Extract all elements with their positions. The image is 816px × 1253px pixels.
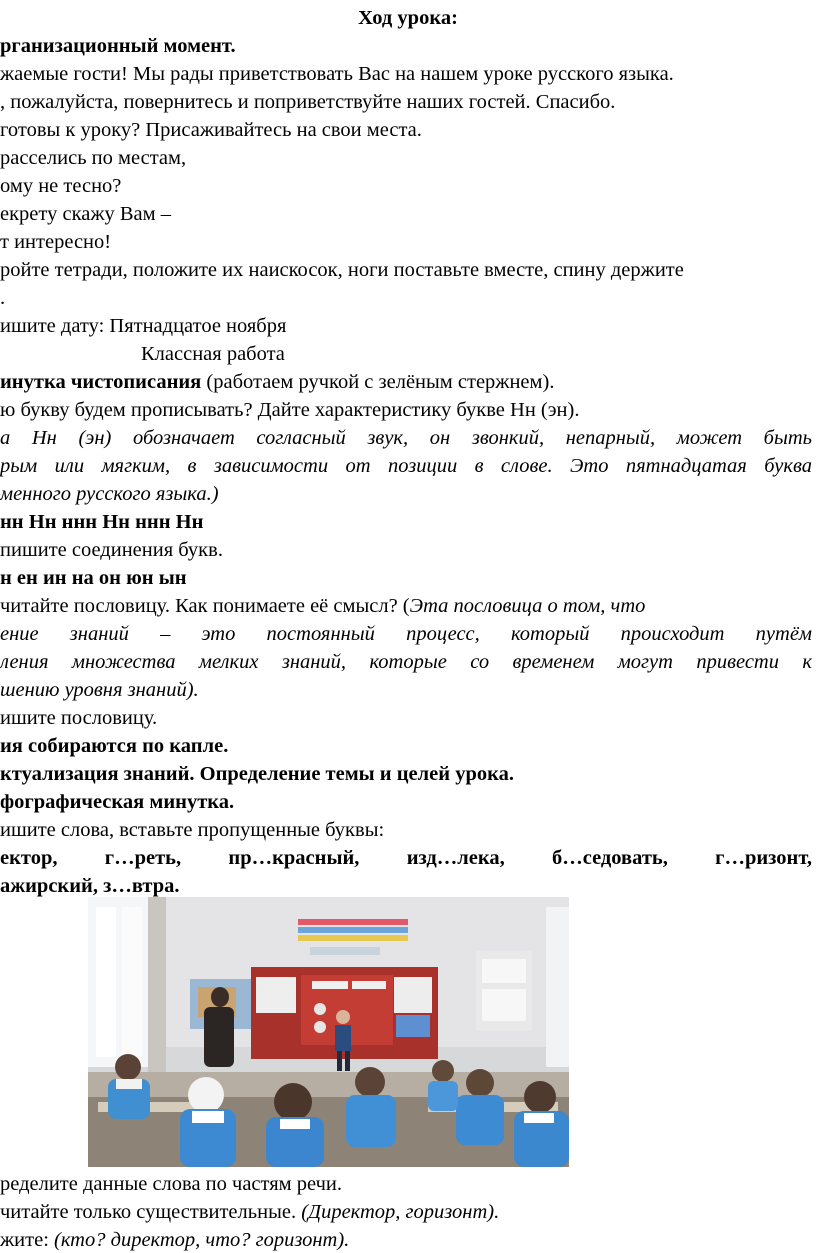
- date-line: ишите дату: Пятнадцатое ноября: [0, 315, 287, 337]
- text-line: ишите пословицу.: [0, 707, 158, 729]
- text-line: ределите данные слова по частям речи.: [0, 1173, 342, 1195]
- proverb-explanation-line: ления множества мелких знаний, которые со временем могут привести к: [0, 651, 812, 673]
- section-heading-actualization: ктуализация знаний. Определение темы и целей урока.: [0, 763, 514, 785]
- text-line: расселись по местам,: [0, 147, 187, 169]
- letter-combinations-line: н ен ин на он юн ын: [0, 567, 187, 589]
- text-line: ишите слова, вставьте пропущенные буквы:: [0, 819, 385, 841]
- section-heading-penmanship: инутка чистописания: [0, 371, 202, 393]
- proverb-explanation: Эта пословица о том, что: [409, 595, 646, 617]
- section-heading-organizational: рганизационный момент.: [0, 35, 236, 57]
- spelling-words-line: ажирский, з…втра.: [0, 875, 180, 897]
- section-heading-spelling: фографическая минутка.: [0, 791, 235, 813]
- spelling-words-line: ектор, г…реть, пр…красный, изд…лека, б…седовать, г…ризонт,: [0, 847, 812, 869]
- text-line: т интересно!: [0, 231, 112, 253]
- letter-pattern-line: нн Нн ннн Нн ннн Нн: [0, 511, 204, 533]
- nouns-instruction: читайте только существительные.: [0, 1201, 302, 1223]
- proverb-explanation-line: ение знаний – это постоянный процесс, который происходит путём: [0, 623, 812, 645]
- text-line: готовы к уроку? Присаживайтесь на свои места.: [0, 119, 422, 141]
- proverb-question-line: [0, 592, 816, 620]
- letter-characteristic-line: рым или мягким, в зависимости от позиции в слове. Это пятнадцатая буква: [0, 455, 812, 477]
- text-line: ю букву будем прописывать? Дайте характеристику букве Нн (эн).: [0, 399, 580, 421]
- text-line: жаемые гости! Мы рады приветствовать Вас на нашем уроке русского языка.: [0, 63, 674, 85]
- proverb-explanation-line: шению уровня знаний).: [0, 679, 199, 701]
- proverb-line: ия собираются по капле.: [0, 735, 229, 757]
- text-line: пишите соединения букв.: [0, 539, 223, 561]
- text-line: ому не тесно?: [0, 175, 122, 197]
- letter-characteristic-line: менного русского языка.): [0, 483, 219, 505]
- prove-instruction: жите:: [0, 1229, 55, 1251]
- text-line: , пожалуйста, повернитесь и поприветствуйте наших гостей. Спасибо.: [0, 91, 616, 113]
- letter-characteristic-line: а Нн (эн) обозначает согласный звук, он звонкий, непарный, может быть: [0, 427, 812, 449]
- page-title: Ход урока:: [358, 7, 458, 29]
- proverb-question: читайте пословицу. Как понимаете её смысл? (: [0, 595, 410, 617]
- penmanship-note: (работаем ручкой с зелёным стержнем).: [201, 371, 555, 393]
- prove-line: [0, 1226, 816, 1253]
- text-line: ройте тетради, положите их наискосок, ноги поставьте вместе, спину держите: [0, 259, 684, 281]
- prove-answer: (кто? директор, что? горизонт).: [54, 1229, 350, 1251]
- text-line: .: [0, 287, 6, 309]
- text-line: екрету скажу Вам –: [0, 203, 171, 225]
- penmanship-line: [0, 368, 816, 396]
- classwork-line: Классная работа: [141, 343, 285, 365]
- nouns-line: [0, 1198, 816, 1226]
- classroom-photo: [88, 897, 569, 1167]
- nouns-answer: (Директор, горизонт).: [301, 1201, 500, 1223]
